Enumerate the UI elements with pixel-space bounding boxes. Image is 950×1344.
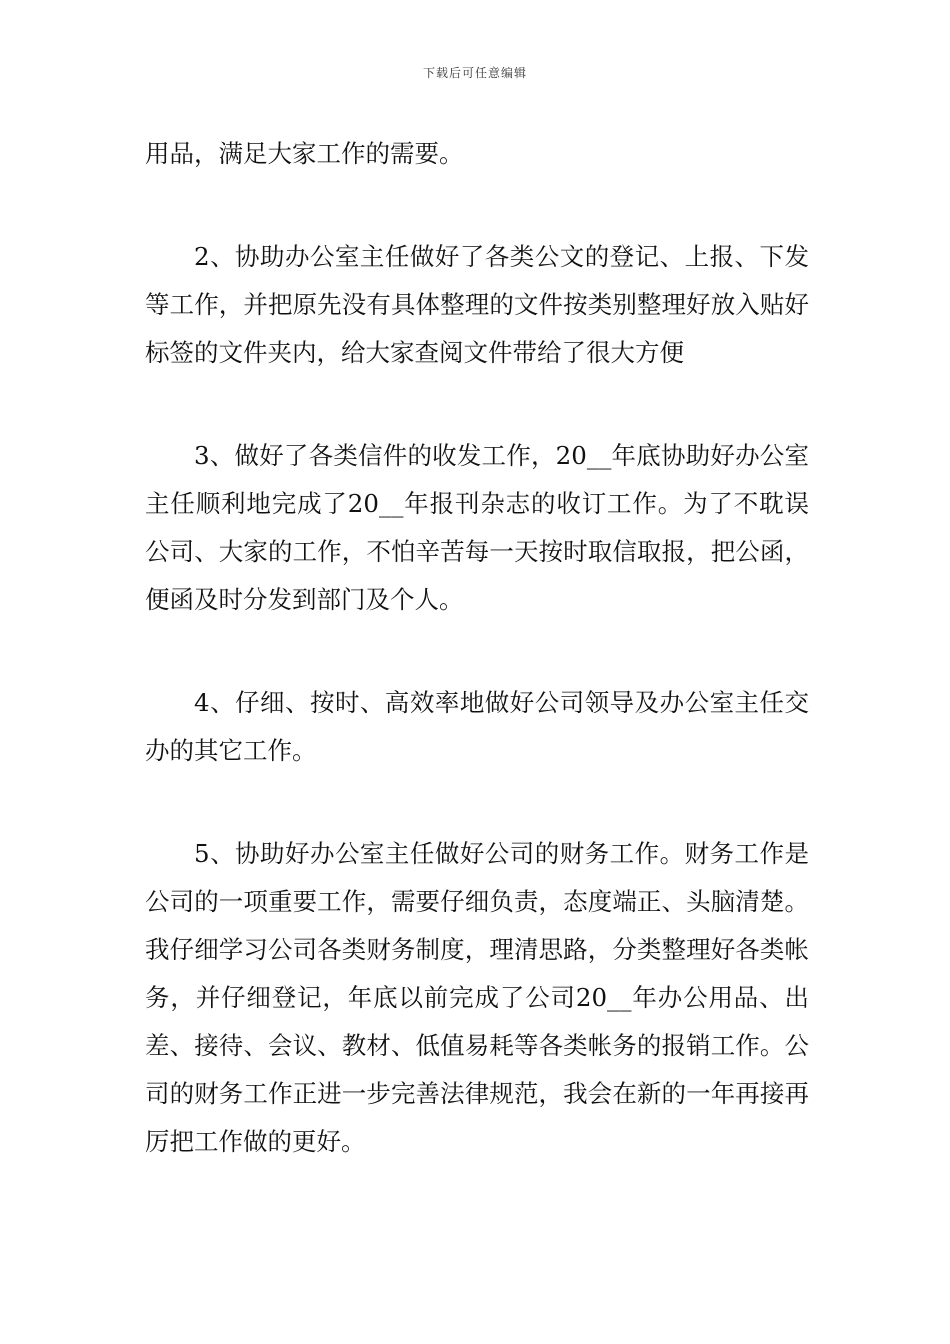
- paragraph-item-2: 2、协助办公室主任做好了各类公文的登记、上报、下发等工作，并把原先没有具体整理的文件按类别整理好放入贴好标签的文件夹内，给大家查阅文件带给了很大方便: [145, 242, 809, 367]
- paragraph-gap: [145, 624, 809, 679]
- paragraph-continued: 用品，满足大家工作的需要。: [145, 139, 464, 168]
- paragraph-item-5: 5、协助好办公室主任做好公司的财务工作。财务工作是公司的一项重要工作，需要仔细负责，态度端正、头脑清楚。我仔细学习公司各类财务制度，理清思路，分类整理好各类帐务，并仔细登记，年底以前完成了公司20__年办公用品、出差、接待、会议、教材、低值易耗等各类帐务的报销工作。公司的财务工作正进一步完善法律规范，我会在新的一年再接再厉把工作做的更好。: [145, 839, 809, 1156]
- paragraph-item-3: 3、做好了各类信件的收发工作，20__年底协助好办公室主任顺利地完成了20__年报刊杂志的收订工作。为了不耽误公司、大家的工作，不怕辛苦每一天按时取信取报，把公函，便函及时分发到部门及个人。: [145, 441, 809, 614]
- paragraph-gap: [145, 178, 809, 233]
- page-header: 下载后可任意编辑: [422, 66, 527, 80]
- document-body: [145, 130, 809, 1166]
- paragraph-gap: [145, 775, 809, 830]
- paragraph-item-4: 4、仔细、按时、高效率地做好公司领导及办公室主任交办的其它工作。: [145, 688, 809, 765]
- paragraph-gap: [145, 377, 809, 432]
